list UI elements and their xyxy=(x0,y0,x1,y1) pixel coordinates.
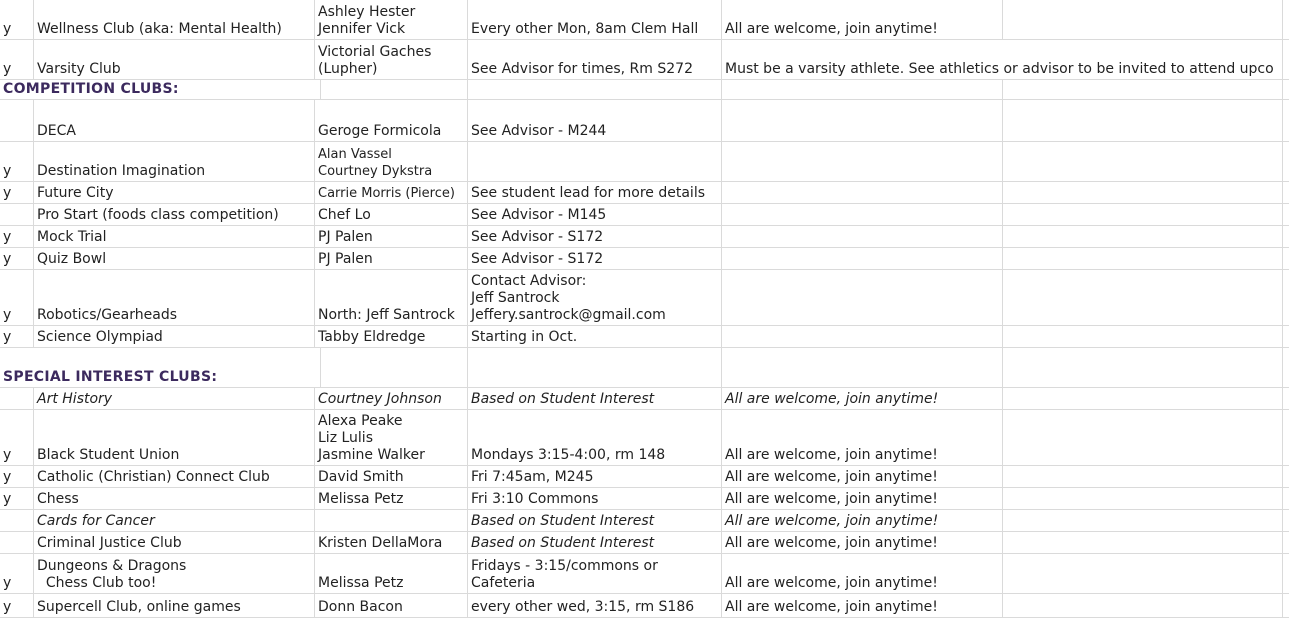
advisor-name: Jennifer Vick xyxy=(318,21,406,37)
flag-value: y xyxy=(3,447,12,463)
advisor-cell[interactable] xyxy=(315,270,468,325)
empty-cell[interactable] xyxy=(722,226,1003,247)
notes-text: All are welcome, join anytime! xyxy=(725,491,938,507)
club-name: DECA xyxy=(37,123,76,139)
meeting-cell[interactable] xyxy=(468,270,722,325)
empty-cell[interactable] xyxy=(722,488,1003,509)
club-name: Quiz Bowl xyxy=(37,251,107,267)
empty-cell[interactable] xyxy=(1003,142,1283,181)
club-name-cell[interactable] xyxy=(34,488,315,509)
flag-cell[interactable] xyxy=(0,594,34,617)
club-name-cell[interactable] xyxy=(34,388,315,409)
club-row xyxy=(0,270,1289,326)
empty-cell[interactable] xyxy=(1003,40,1283,79)
flag-cell[interactable] xyxy=(0,204,34,225)
advisor-cell[interactable] xyxy=(315,182,468,203)
empty-cell[interactable] xyxy=(1003,270,1283,325)
club-name-cell[interactable] xyxy=(34,326,315,347)
empty-cell[interactable] xyxy=(1283,142,1289,181)
club-name: Pro Start (foods class competition) xyxy=(37,207,279,223)
empty-cell[interactable] xyxy=(1283,348,1289,387)
empty-cell[interactable] xyxy=(314,348,321,387)
empty-cell[interactable] xyxy=(1283,226,1289,247)
empty-cell[interactable] xyxy=(1283,594,1289,617)
club-row xyxy=(0,100,1289,142)
empty-cell[interactable] xyxy=(722,0,1003,39)
flag-cell[interactable] xyxy=(0,488,34,509)
advisor-name: PJ Palen xyxy=(318,229,373,245)
notes-text: All are welcome, join anytime! xyxy=(725,575,938,591)
empty-cell[interactable] xyxy=(1003,348,1283,387)
club-name: Mock Trial xyxy=(37,229,107,245)
advisor-cell[interactable] xyxy=(315,0,468,39)
empty-cell[interactable] xyxy=(722,248,1003,269)
advisor-name: Geroge Formicola xyxy=(318,123,442,139)
empty-cell[interactable] xyxy=(1003,388,1283,409)
club-name-cell[interactable] xyxy=(34,226,315,247)
advisor-name: Donn Bacon xyxy=(318,599,403,615)
meeting-info: Contact Advisor: xyxy=(471,273,587,289)
advisor-name: PJ Palen xyxy=(318,251,373,267)
notes-text: All are welcome, join anytime! xyxy=(725,391,939,407)
club-name-cell[interactable] xyxy=(34,142,315,181)
flag-value: y xyxy=(3,229,12,245)
flag-cell[interactable] xyxy=(0,142,34,181)
club-name-cell[interactable] xyxy=(34,466,315,487)
section-title: SPECIAL INTEREST CLUBS: xyxy=(3,369,218,385)
club-row xyxy=(0,388,1289,410)
meeting-cell[interactable] xyxy=(468,532,722,553)
club-row xyxy=(0,226,1289,248)
meeting-info: See Advisor - S172 xyxy=(471,251,604,267)
empty-cell[interactable] xyxy=(1003,594,1283,617)
club-name: Supercell Club, online games xyxy=(37,599,241,615)
club-name: Chess Club too! xyxy=(37,575,157,591)
meeting-cell[interactable] xyxy=(468,466,722,487)
empty-cell[interactable] xyxy=(722,466,1003,487)
flag-cell[interactable] xyxy=(0,466,34,487)
section-title: COMPETITION CLUBS: xyxy=(3,81,179,97)
meeting-info: Cafeteria xyxy=(471,575,536,591)
notes-text: Must be a varsity athlete. See athletics or advisor to be invited to attend upco xyxy=(725,61,1274,77)
meeting-info: Fri 3:10 Commons xyxy=(471,491,599,507)
empty-cell[interactable] xyxy=(1283,100,1289,141)
flag-value: y xyxy=(3,491,12,507)
advisor-cell[interactable] xyxy=(315,326,468,347)
meeting-cell[interactable] xyxy=(468,594,722,617)
club-name: Criminal Justice Club xyxy=(37,535,182,551)
club-name: Dungeons & Dragons xyxy=(37,558,187,574)
meeting-info: Every other Mon, 8am Clem Hall xyxy=(471,21,699,37)
advisor-name: Melissa Petz xyxy=(318,491,404,507)
advisor-name: Courtney Johnson xyxy=(318,391,442,407)
empty-cell[interactable] xyxy=(468,80,722,99)
meeting-info: See Advisor - S172 xyxy=(471,229,604,245)
empty-cell[interactable] xyxy=(1283,410,1289,465)
empty-cell[interactable] xyxy=(315,348,468,387)
club-name-cell[interactable] xyxy=(34,554,315,593)
meeting-info: Starting in Oct. xyxy=(471,329,578,345)
club-name: Varsity Club xyxy=(37,61,121,77)
advisor-cell[interactable] xyxy=(315,100,468,141)
empty-cell[interactable] xyxy=(722,204,1003,225)
empty-cell[interactable] xyxy=(1283,488,1289,509)
meeting-info: Mondays 3:15-4:00, rm 148 xyxy=(471,447,666,463)
club-row xyxy=(0,510,1289,532)
meeting-cell[interactable] xyxy=(468,248,722,269)
meeting-info: Fri 7:45am, M245 xyxy=(471,469,594,485)
empty-cell[interactable] xyxy=(1003,204,1283,225)
empty-cell[interactable] xyxy=(468,348,722,387)
flag-cell[interactable] xyxy=(0,388,34,409)
advisor-name: Alan Vassel xyxy=(318,147,392,162)
empty-cell[interactable] xyxy=(1003,554,1283,593)
advisor-cell[interactable] xyxy=(315,532,468,553)
empty-cell[interactable] xyxy=(722,554,1003,593)
empty-cell[interactable] xyxy=(1003,182,1283,203)
empty-cell[interactable] xyxy=(1003,248,1283,269)
flag-value: y xyxy=(3,185,12,201)
advisor-cell[interactable] xyxy=(315,142,468,181)
meeting-info: See Advisor for times, Rm S272 xyxy=(471,61,693,77)
club-name-cell[interactable] xyxy=(34,532,315,553)
flag-cell[interactable] xyxy=(0,0,34,39)
meeting-info: Jeff Santrock xyxy=(471,290,560,306)
advisor-name: David Smith xyxy=(318,469,404,485)
empty-cell[interactable] xyxy=(1283,204,1289,225)
empty-cell[interactable] xyxy=(722,326,1003,347)
empty-cell[interactable] xyxy=(1003,80,1283,99)
empty-cell[interactable] xyxy=(1283,40,1289,79)
section-title-cell[interactable] xyxy=(0,348,315,387)
meeting-info: Jeffery.santrock@gmail.com xyxy=(471,307,666,323)
empty-cell[interactable] xyxy=(1003,226,1283,247)
advisor-name: Courtney Dykstra xyxy=(318,164,433,179)
advisor-name: Melissa Petz xyxy=(318,575,404,591)
empty-cell[interactable] xyxy=(1003,326,1283,347)
empty-cell[interactable] xyxy=(722,270,1003,325)
club-row xyxy=(0,410,1289,466)
club-row xyxy=(0,326,1289,348)
flag-cell[interactable] xyxy=(0,226,34,247)
club-name: Destination Imagination xyxy=(37,163,206,179)
advisor-name: Alexa Peake xyxy=(318,413,403,429)
meeting-cell[interactable] xyxy=(468,0,722,39)
empty-cell[interactable] xyxy=(722,510,1003,531)
empty-cell[interactable] xyxy=(314,80,321,99)
empty-cell[interactable] xyxy=(722,80,1003,99)
club-row xyxy=(0,204,1289,226)
advisor-name: (Lupher) xyxy=(318,61,378,77)
empty-cell[interactable] xyxy=(722,182,1003,203)
flag-value: y xyxy=(3,469,12,485)
club-name: Cards for Cancer xyxy=(37,513,155,529)
notes-text: All are welcome, join anytime! xyxy=(725,599,938,615)
empty-cell[interactable] xyxy=(722,142,1003,181)
flag-value: y xyxy=(3,251,12,267)
meeting-cell[interactable] xyxy=(468,410,722,465)
advisor-name: Chef Lo xyxy=(318,207,371,223)
club-row xyxy=(0,466,1289,488)
advisor-cell[interactable] xyxy=(315,248,468,269)
advisor-name: Liz Lulis xyxy=(318,430,373,446)
club-name-cell[interactable] xyxy=(34,270,315,325)
empty-cell[interactable] xyxy=(1283,510,1289,531)
section-title-cell[interactable] xyxy=(0,80,315,99)
empty-cell[interactable] xyxy=(1283,0,1289,39)
empty-cell[interactable] xyxy=(1283,554,1289,593)
empty-cell[interactable] xyxy=(1003,0,1283,39)
club-name-cell[interactable] xyxy=(34,204,315,225)
empty-cell[interactable] xyxy=(722,594,1003,617)
flag-value: y xyxy=(3,307,12,323)
club-name: Wellness Club (aka: Mental Health) xyxy=(37,21,282,37)
empty-cell[interactable] xyxy=(1283,270,1289,325)
club-name-cell[interactable] xyxy=(34,410,315,465)
flag-cell[interactable] xyxy=(0,100,34,141)
advisor-cell[interactable] xyxy=(315,410,468,465)
meeting-cell[interactable] xyxy=(468,326,722,347)
meeting-info: Based on Student Interest xyxy=(471,513,655,529)
meeting-info: Fridays - 3:15/commons or xyxy=(471,558,658,574)
empty-cell[interactable] xyxy=(315,80,468,99)
empty-cell[interactable] xyxy=(722,410,1003,465)
flag-cell[interactable] xyxy=(0,270,34,325)
flag-cell[interactable] xyxy=(0,182,34,203)
club-name-cell[interactable] xyxy=(34,182,315,203)
flag-value: y xyxy=(3,329,12,345)
section-row xyxy=(0,80,1289,100)
empty-cell[interactable] xyxy=(1003,532,1283,553)
meeting-info: every other wed, 3:15, rm S186 xyxy=(471,599,695,615)
club-name: Black Student Union xyxy=(37,447,180,463)
empty-cell[interactable] xyxy=(1283,182,1289,203)
notes-text: All are welcome, join anytime! xyxy=(725,21,938,37)
empty-cell[interactable] xyxy=(1283,466,1289,487)
empty-cell[interactable] xyxy=(722,348,1003,387)
meeting-cell[interactable] xyxy=(468,510,722,531)
notes-text: All are welcome, join anytime! xyxy=(725,535,938,551)
section-row xyxy=(0,348,1289,388)
club-name: Art History xyxy=(37,391,113,407)
flag-value: y xyxy=(3,21,12,37)
flag-value: y xyxy=(3,599,12,615)
meeting-cell[interactable] xyxy=(468,40,722,79)
empty-cell[interactable] xyxy=(722,388,1003,409)
meeting-cell[interactable] xyxy=(468,204,722,225)
empty-cell[interactable] xyxy=(1283,326,1289,347)
empty-cell[interactable] xyxy=(722,100,1003,141)
empty-cell[interactable] xyxy=(1283,248,1289,269)
flag-value: y xyxy=(3,575,12,591)
meeting-cell[interactable] xyxy=(468,554,722,593)
meeting-cell[interactable] xyxy=(468,182,722,203)
meeting-info: See student lead for more details xyxy=(471,185,706,201)
advisor-cell[interactable] xyxy=(315,40,468,79)
advisor-name: Jasmine Walker xyxy=(318,447,425,463)
club-name-cell[interactable] xyxy=(34,40,315,79)
meeting-info: See Advisor - M145 xyxy=(471,207,607,223)
flag-cell[interactable] xyxy=(0,248,34,269)
advisor-name: North: Jeff Santrock xyxy=(318,307,455,323)
advisor-name: Ashley Hester xyxy=(318,4,416,20)
advisor-name: Tabby Eldredge xyxy=(318,329,426,345)
club-row xyxy=(0,182,1289,204)
club-name-cell[interactable] xyxy=(34,0,315,39)
advisor-name: Victorial Gaches xyxy=(318,44,432,60)
empty-cell[interactable] xyxy=(1283,80,1289,99)
club-name-cell[interactable] xyxy=(34,248,315,269)
advisor-name: Kristen DellaMora xyxy=(318,535,443,551)
notes-text: All are welcome, join anytime! xyxy=(725,513,939,529)
advisor-cell[interactable] xyxy=(315,594,468,617)
meeting-cell[interactable] xyxy=(468,100,722,141)
empty-cell[interactable] xyxy=(1283,532,1289,553)
empty-cell[interactable] xyxy=(722,532,1003,553)
advisor-cell[interactable] xyxy=(315,388,468,409)
club-row xyxy=(0,248,1289,270)
flag-cell[interactable] xyxy=(0,510,34,531)
club-name-cell[interactable] xyxy=(34,510,315,531)
meeting-cell[interactable] xyxy=(468,488,722,509)
advisor-cell[interactable] xyxy=(315,554,468,593)
club-name-cell[interactable] xyxy=(34,100,315,141)
club-row xyxy=(0,554,1289,594)
empty-cell[interactable] xyxy=(1003,100,1283,141)
club-name: Robotics/Gearheads xyxy=(37,307,177,323)
flag-value: y xyxy=(3,61,12,77)
advisor-cell[interactable] xyxy=(315,204,468,225)
meeting-info: Based on Student Interest xyxy=(471,391,655,407)
meeting-info: See Advisor - M244 xyxy=(471,123,607,139)
club-name: Science Olympiad xyxy=(37,329,163,345)
club-name: Catholic (Christian) Connect Club xyxy=(37,469,270,485)
flag-cell[interactable] xyxy=(0,554,34,593)
club-name-cell[interactable] xyxy=(34,594,315,617)
empty-cell[interactable] xyxy=(1283,388,1289,409)
empty-cell[interactable] xyxy=(1003,410,1283,465)
flag-cell[interactable] xyxy=(0,410,34,465)
notes-text: All are welcome, join anytime! xyxy=(725,447,938,463)
meeting-cell[interactable] xyxy=(468,226,722,247)
advisor-cell[interactable] xyxy=(315,466,468,487)
flag-cell[interactable] xyxy=(0,40,34,79)
advisor-cell[interactable] xyxy=(315,510,468,531)
meeting-info: Based on Student Interest xyxy=(471,535,655,551)
flag-value: y xyxy=(3,163,12,179)
club-name: Chess xyxy=(37,491,79,507)
empty-cell[interactable] xyxy=(1003,466,1283,487)
advisor-name: Carrie Morris (Pierce) xyxy=(318,186,455,201)
flag-cell[interactable] xyxy=(0,326,34,347)
notes-text: All are welcome, join anytime! xyxy=(725,469,938,485)
advisor-cell[interactable] xyxy=(315,226,468,247)
club-row xyxy=(0,532,1289,554)
club-row xyxy=(0,0,1289,40)
empty-cell[interactable] xyxy=(1003,510,1283,531)
flag-cell[interactable] xyxy=(0,532,34,553)
advisor-cell[interactable] xyxy=(315,488,468,509)
club-name: Future City xyxy=(37,185,114,201)
club-row xyxy=(0,40,1289,80)
empty-cell[interactable] xyxy=(1003,488,1283,509)
meeting-cell[interactable] xyxy=(468,142,722,181)
club-row xyxy=(0,488,1289,510)
meeting-cell[interactable] xyxy=(468,388,722,409)
club-row xyxy=(0,594,1289,618)
club-row xyxy=(0,142,1289,182)
